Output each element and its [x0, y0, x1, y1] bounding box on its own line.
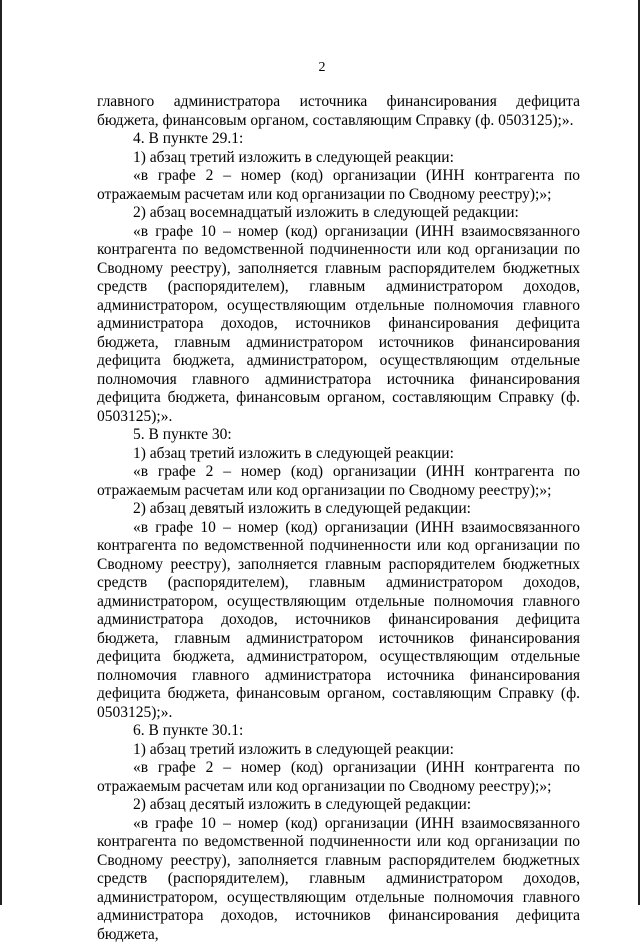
paragraph-continuation: главного администратора источника финансирования дефицита бюджета, финансовым органом, составляющим Справку (ф. 0503125);». [97, 93, 580, 130]
item-5-sub-1-quote: «в графе 2 – номер (код) организации (ИНН контрагента по отражаемым расчетам или код организации по Сводному реестру);»; [97, 463, 580, 500]
page-number: 2 [2, 60, 640, 76]
item-4-sub-2: 2) абзац восемнадцатый изложить в следующей редакции: [97, 204, 580, 223]
item-4-sub-1: 1) абзац третий изложить в следующей реакции: [97, 149, 580, 168]
document-body [97, 93, 580, 944]
item-6-sub-1: 1) абзац третий изложить в следующей реакции: [97, 741, 580, 760]
item-5-heading: 5. В пункте 30: [97, 426, 580, 445]
item-4-heading: 4. В пункте 29.1: [97, 130, 580, 149]
item-4-sub-2-quote: «в графе 10 – номер (код) организации (ИНН взаимосвязанного контрагента по ведомственной подчиненности или код организации по Сводному реестру), заполняется главным распорядителем бюджетных средств (распорядителем), главным администратором доходов, администратором, осуществляющим отдельные полномочия главного администратора доходов, источников финансирования дефицита бюджета, главным администратором источников финансирования дефицита бюджета, администратором, осуществляющим отдельные полномочия главного администратора источника финансирования дефицита бюджета, финансовым органом, составляющим Справку (ф. 0503125);». [97, 223, 580, 427]
item-5-sub-2: 2) абзац девятый изложить в следующей редакции: [97, 500, 580, 519]
item-6-heading: 6. В пункте 30.1: [97, 722, 580, 741]
item-6-sub-2-quote: «в графе 10 – номер (код) организации (ИНН взаимосвязанного контрагента по ведомственной подчиненности или код организации по Сводному реестру), заполняется главным распорядителем бюджетных средств (распорядителем), главным администратором доходов, администратором, осуществляющим отдельные полномочия главного администратора доходов, источников финансирования дефицита бюджета, [97, 815, 580, 944]
item-5-sub-1: 1) абзац третий изложить в следующей реакции: [97, 445, 580, 464]
item-6-sub-2: 2) абзац десятый изложить в следующей редакции: [97, 796, 580, 815]
item-4-sub-1-quote: «в графе 2 – номер (код) организации (ИНН контрагента по отражаемым расчетам или код организации по Сводному реестру);»; [97, 167, 580, 204]
item-5-sub-2-quote: «в графе 10 – номер (код) организации (ИНН взаимосвязанного контрагента по ведомственной подчиненности или код организации по Сводному реестру), заполняется главным распорядителем бюджетных средств (распорядителем), главным администратором доходов, администратором, осуществляющим отдельные полномочия главного администратора доходов, источников финансирования дефицита бюджета, главным администратором источников финансирования дефицита бюджета, администратором, осуществляющим отдельные полномочия главного администратора источника финансирования дефицита бюджета, финансовым органом, составляющим Справку (ф. 0503125);». [97, 519, 580, 723]
item-6-sub-1-quote: «в графе 2 – номер (код) организации (ИНН контрагента по отражаемым расчетам или код организации по Сводному реестру);»; [97, 759, 580, 796]
